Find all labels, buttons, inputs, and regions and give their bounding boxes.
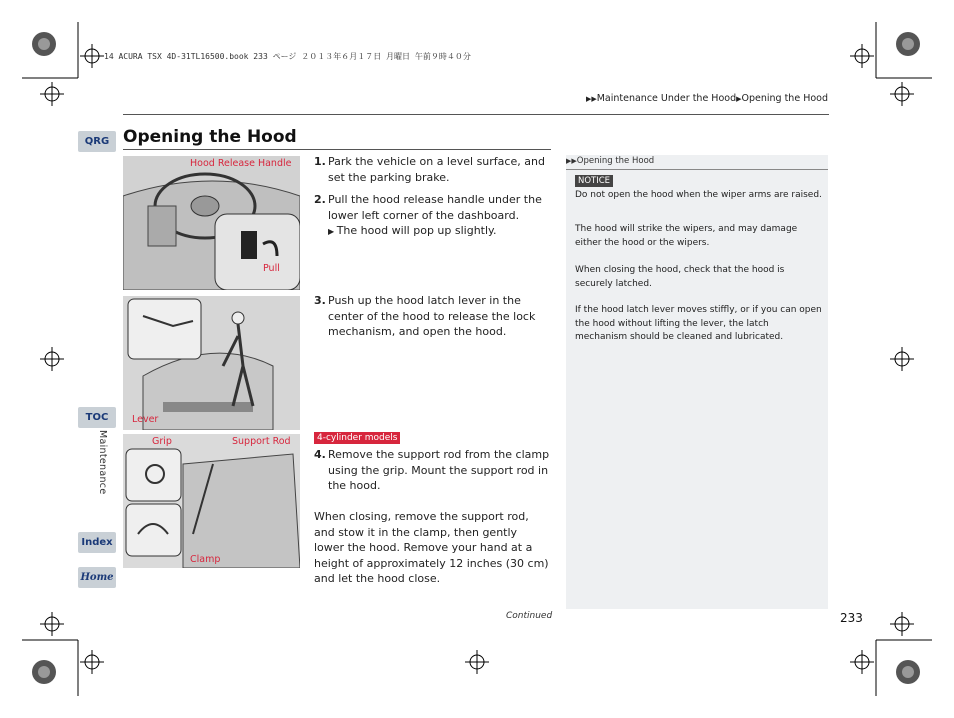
title-rule: [123, 149, 551, 150]
label-grip: Grip: [152, 436, 172, 447]
page-title: Opening the Hood: [123, 127, 297, 147]
step-1: 1. Park the vehicle on a level surface, and set the parking brake.: [314, 155, 545, 184]
arrow-icon: ▶: [736, 95, 742, 103]
label-pull: Pull: [263, 263, 280, 274]
section-tab: Maintenance: [97, 430, 108, 495]
model-badge: 4-cylinder models: [314, 432, 400, 444]
figure-hood-latch: [123, 296, 300, 430]
label-hood-release-handle: Hood Release Handle: [190, 158, 292, 169]
print-header: 14 ACURA TSX 4D-31TL16500.book 233 ページ ２０１３年６月１７日 月曜日 午前９時４０分: [104, 52, 471, 61]
support-rod-illustration: [123, 434, 300, 568]
index-button[interactable]: Index: [78, 532, 116, 553]
notes-header-link[interactable]: Opening the Hood: [576, 156, 655, 166]
breadcrumb-parent[interactable]: Maintenance Under the Hood: [596, 93, 737, 104]
notes-header: [566, 155, 828, 170]
step-2-result: ▶ The hood will pop up slightly.: [328, 224, 497, 237]
home-button[interactable]: Home: [78, 567, 116, 588]
header-rule: [123, 114, 829, 115]
note-latch: If the hood latch lever moves stiffly, or if you can open the hood without lifting the lever, the latch mechanism should be cleaned and lubricated.: [575, 305, 822, 342]
notice-text: Do not open the hood when the wiper arms are raised.: [575, 190, 822, 200]
arrow-icon: ▶: [328, 227, 337, 236]
figure-support-rod: [123, 434, 300, 568]
note-arrow-icon: ▶▶: [566, 157, 577, 165]
label-support-rod: Support Rod: [232, 436, 291, 447]
hood-latch-illustration: [123, 296, 300, 430]
step-3: 3. Push up the hood latch lever in the center of the hood to release the lock mechanism, and open the hood.: [314, 294, 536, 338]
double-arrow-icon: ▶▶: [585, 95, 597, 103]
breadcrumb-current: Opening the Hood: [741, 93, 828, 104]
notice-badge: NOTICE: [575, 175, 613, 187]
breadcrumb: [586, 93, 828, 104]
step-2: 2. Pull the hood release handle under the lower left corner of the dashboard. ▶ The hood will pop up slightly.: [314, 192, 550, 240]
label-clamp: Clamp: [190, 554, 221, 565]
closing-text: When closing, remove the support rod, and stow it in the clamp, then gently lower the hood. Remove your hand at a height of approximately 12 inches (30 cm) and let the hood close.: [314, 510, 549, 585]
continued-label: Continued: [506, 611, 553, 621]
note-closing: When closing the hood, check that the hood is securely latched.: [575, 265, 785, 289]
notice-consequence: The hood will strike the wipers, and may damage either the hood or the wipers.: [575, 224, 798, 248]
qrg-button[interactable]: QRG: [78, 131, 116, 152]
label-lever: Lever: [132, 414, 159, 425]
toc-button[interactable]: TOC: [78, 407, 116, 428]
figure-hood-release: [123, 156, 300, 290]
page-number: 233: [840, 611, 863, 625]
step-4: 4. Remove the support rod from the clamp using the grip. Mount the support rod in the hood.: [314, 448, 550, 492]
